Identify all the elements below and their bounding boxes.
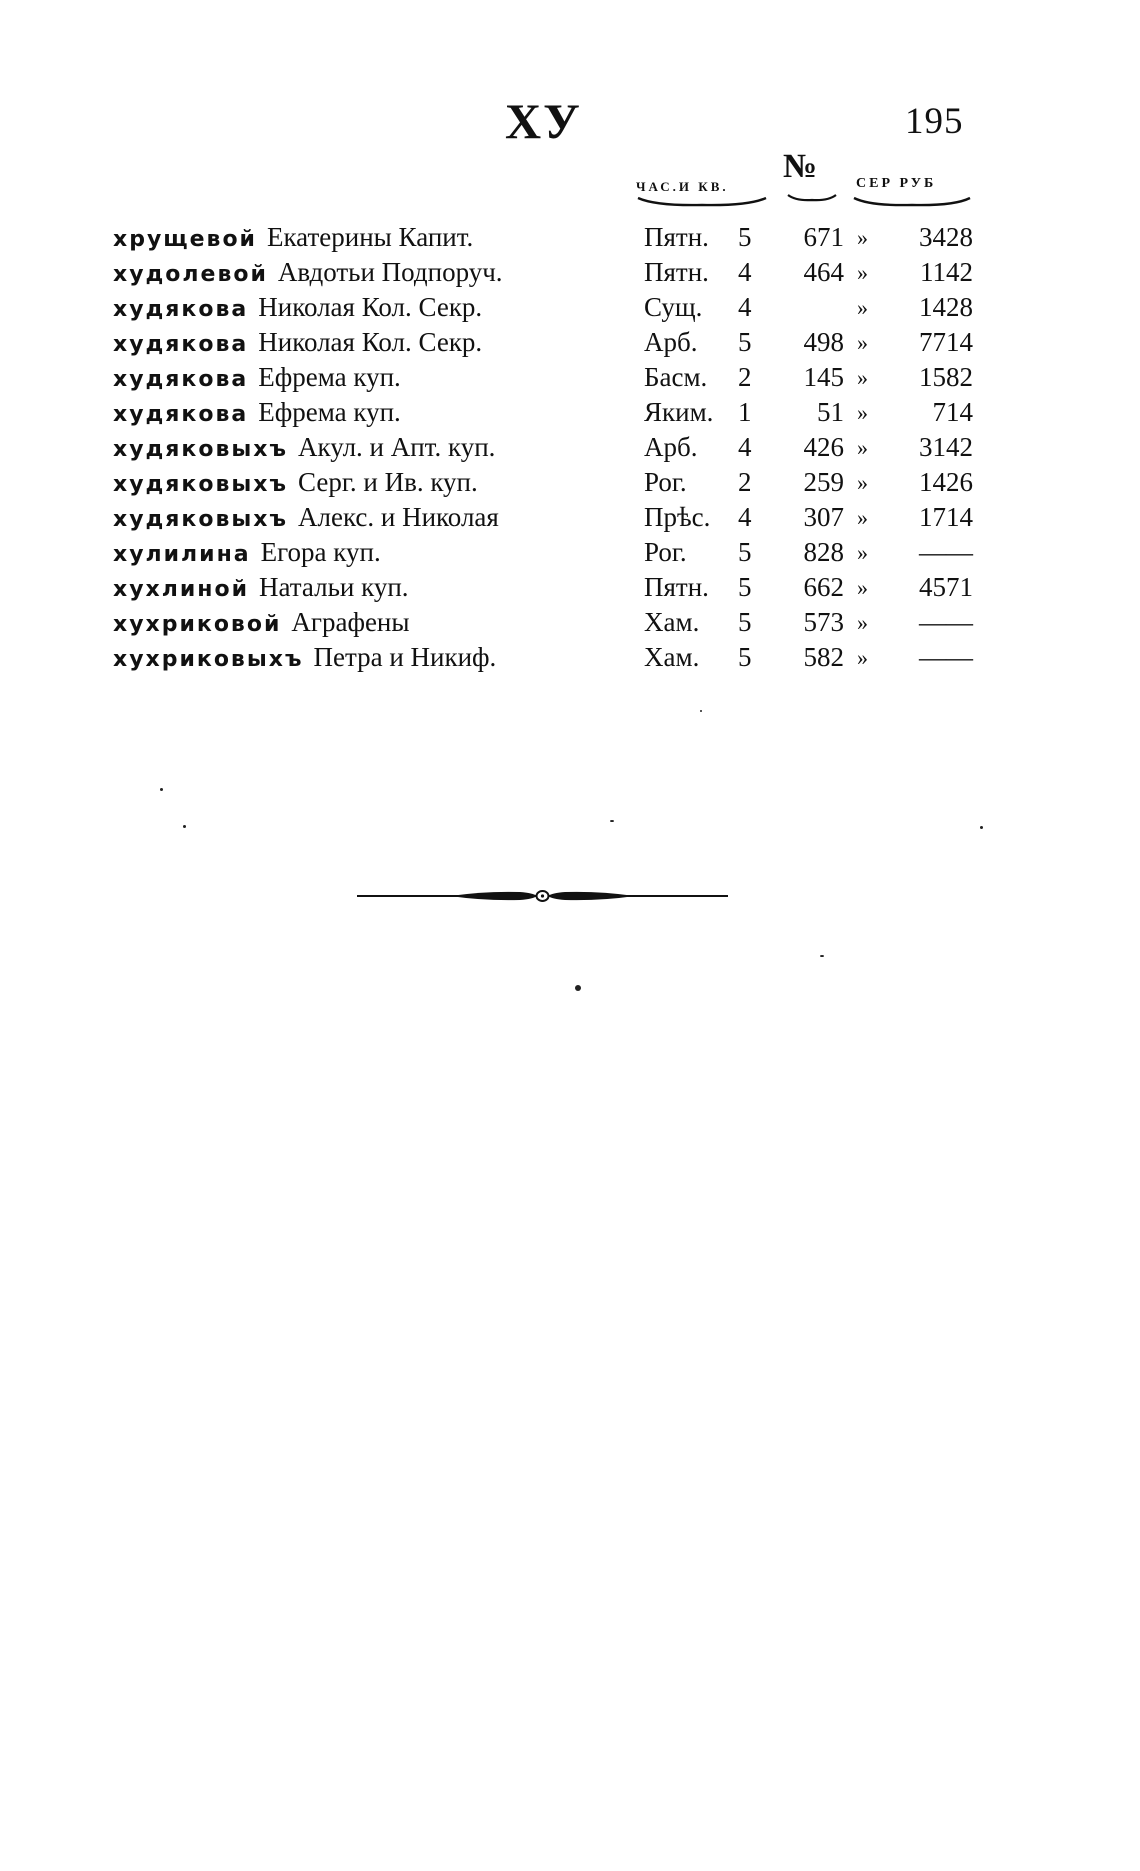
entry-given-name-rank: Ефрема куп. [258,397,401,427]
print-speck [820,955,824,957]
entry-ditto-mark: » [857,540,868,565]
entry-name [113,640,496,677]
entry-quarter: 4 [738,502,752,532]
entry-given-name-rank: Алекс. и Николая [298,502,499,532]
entry-number: 145 [803,362,844,392]
entry-amount: 3142 [919,432,973,462]
entry-quarter: 1 [738,397,752,427]
entry-given-name-rank: Аграфены [291,607,410,637]
entry-ditto-mark: » [857,470,868,495]
entry-quarter: 4 [738,292,752,322]
entry-part: Рог. [644,537,687,567]
entry-given-name-rank: Серг. и Ив. куп. [298,467,478,497]
entry-surname: хрущевой [113,227,257,252]
entry-ditto-mark: » [857,330,868,355]
running-head [0,93,1140,156]
print-speck [160,788,163,791]
entry-ditto-mark: » [857,575,868,600]
column-brace-number [786,193,838,205]
entry-amount: —— [919,642,973,672]
entry-amount: 1142 [920,257,973,287]
entry-given-name-rank: Екатерины Капит. [266,222,474,252]
entry-ditto-mark: » [857,365,868,390]
entry-row [0,640,1140,675]
entry-amount: 1582 [919,362,973,392]
entry-amount: 4571 [919,572,973,602]
entry-part: Прѣс. [644,502,711,532]
entry-number: 259 [803,467,844,497]
print-speck [183,825,186,828]
entry-part: Яким. [644,397,714,427]
entry-name [113,605,410,642]
entry-quarter: 5 [738,642,752,672]
entry-row [0,500,1140,535]
entry-given-name-rank: Авдотьи Подпоруч. [277,257,503,287]
entry-part: Пятн. [644,222,709,252]
entry-quarter: 5 [738,327,752,357]
entry-ditto-mark: » [857,505,868,530]
entry-part: Пятн. [644,572,709,602]
entry-number: 307 [803,502,844,532]
entry-surname: худяковыхъ [113,437,289,462]
entry-row [0,360,1140,395]
entry-surname: хухриковой [113,612,282,637]
entry-quarter: 4 [738,257,752,287]
entry-amount: 3428 [919,222,973,252]
entry-surname: худякова [113,402,249,427]
entry-name [113,220,473,257]
entry-name [113,290,482,327]
entry-surname: худяковыхъ [113,507,289,532]
entry-given-name-rank: Егора куп. [260,537,381,567]
entry-number: 426 [803,432,844,462]
entry-amount: —— [919,537,973,567]
entry-amount: 1428 [919,292,973,322]
entry-name [113,255,503,292]
entry-surname: худолевой [113,262,268,287]
entry-number: 51 [817,397,844,427]
print-speck [980,826,983,829]
entry-surname: худякова [113,332,249,357]
entry-part: Рог. [644,467,687,497]
column-header-price: СЕР РУБ [856,176,937,191]
entry-part: Басм. [644,362,708,392]
entry-row [0,430,1140,465]
entry-given-name-rank: Ефрема куп. [258,362,401,392]
entry-ditto-mark: » [857,295,868,320]
entry-part: Арб. [644,432,698,462]
entry-quarter: 5 [738,537,752,567]
entry-amount: —— [919,607,973,637]
entry-row [0,535,1140,570]
entry-name [113,430,495,467]
entry-surname: худякова [113,367,249,392]
entry-name [113,500,499,537]
entry-part: Пятн. [644,257,709,287]
entry-number: 464 [803,257,844,287]
entry-row [0,605,1140,640]
entry-amount: 7714 [919,327,973,357]
entry-surname: хулилина [113,542,251,567]
entry-part: Арб. [644,327,698,357]
entry-row [0,570,1140,605]
entry-given-name-rank: Петра и Никиф. [313,642,497,672]
column-brace-price [852,196,972,210]
decorative-rule-ornament [355,878,730,914]
entry-amount: 1714 [919,502,973,532]
entry-surname: худякова [113,297,249,322]
entry-quarter: 2 [738,362,752,392]
entry-given-name-rank: Натальи куп. [258,572,409,602]
entry-ditto-mark: » [857,645,868,670]
entry-amount: 1426 [919,467,973,497]
entry-name [113,395,401,432]
entry-quarter: 5 [738,222,752,252]
entry-name [113,325,482,362]
column-header-number: № [783,148,818,185]
entry-quarter: 5 [738,607,752,637]
entry-part: Хам. [644,607,700,637]
entry-given-name-rank: Николая Кол. Секр. [258,292,483,322]
entry-given-name-rank: Николая Кол. Секр. [258,327,483,357]
column-header-part-quarter: ЧАС.И КВ. [636,179,729,194]
entry-quarter: 4 [738,432,752,462]
print-speck [610,820,614,822]
entry-row [0,290,1140,325]
entry-given-name-rank: Акул. и Апт. куп. [298,432,496,462]
entry-ditto-mark: » [857,400,868,425]
entry-number: 828 [803,537,844,567]
column-brace-part [636,196,768,210]
page-number: 195 [905,101,964,142]
entry-row [0,465,1140,500]
entry-name [113,465,478,502]
entry-row [0,395,1140,430]
entry-name [113,360,401,397]
print-speck [575,985,581,991]
entry-number: 671 [803,222,844,252]
entry-ditto-mark: » [857,610,868,635]
entry-name [113,570,409,607]
entry-row [0,255,1140,290]
entry-amount: 714 [932,397,973,427]
entry-quarter: 2 [738,467,752,497]
entry-number: 498 [803,327,844,357]
entry-row [0,325,1140,360]
entry-part: Сущ. [644,292,703,322]
entry-quarter: 5 [738,572,752,602]
entry-surname: худяковыхъ [113,472,289,497]
section-title: ХУ [505,93,582,149]
print-speck [700,710,702,712]
entry-surname: хухлиной [113,577,249,602]
entry-ditto-mark: » [857,225,868,250]
entry-row [0,220,1140,255]
entry-number: 573 [803,607,844,637]
entry-number: 662 [803,572,844,602]
entry-ditto-mark: » [857,260,868,285]
entry-ditto-mark: » [857,435,868,460]
entry-part: Хам. [644,642,700,672]
entry-name [113,535,381,572]
entry-number: 582 [803,642,844,672]
entry-surname: хухриковыхъ [113,647,304,672]
